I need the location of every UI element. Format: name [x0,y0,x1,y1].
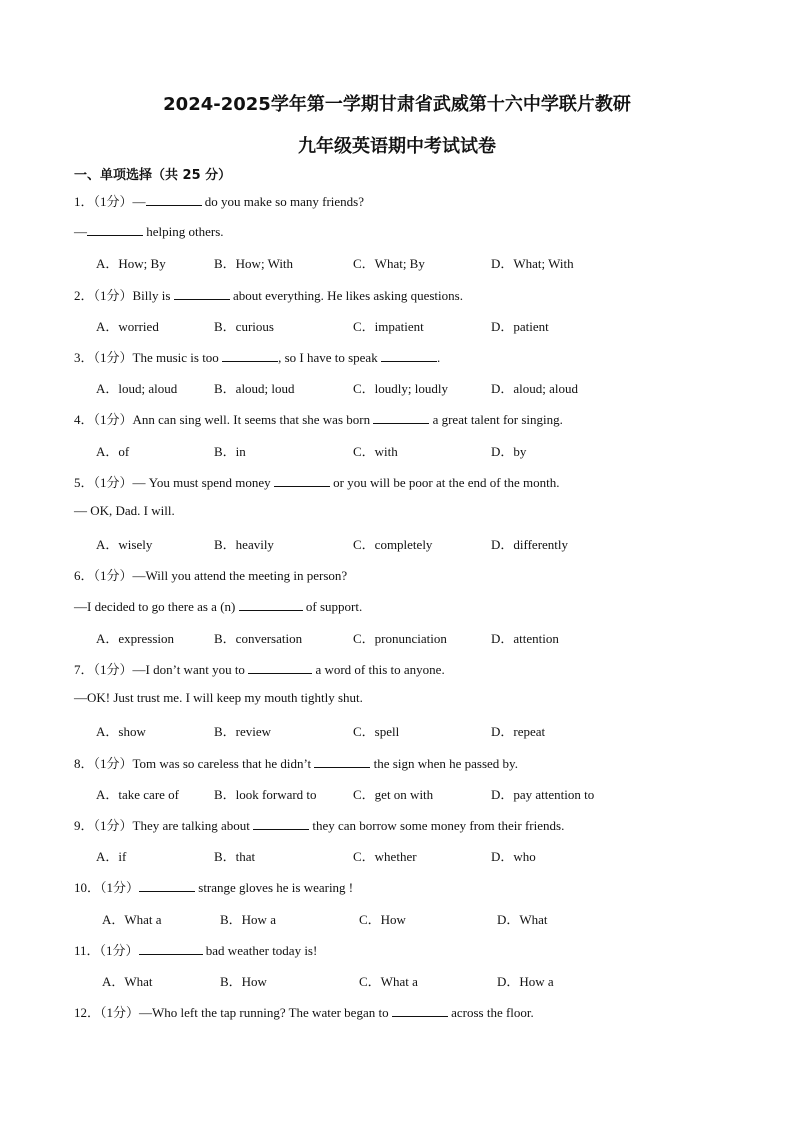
exam-title-line-1: 2024-2025学年第一学期甘肃省武威第十六中学联片教研 [163,94,631,115]
option-a: A．What [102,974,153,989]
option-c: C．whether [353,849,417,864]
question-number: 3．（1分） [74,350,133,365]
question-6-dialogue-line [74,597,362,615]
question-text: about everything. He likes asking questions. [229,288,463,303]
option-b: B．aloud; loud [214,381,295,396]
question-text: — You must spend money [132,475,274,490]
question-number: 12．（1分） [74,1005,140,1020]
question-6-stem [74,565,347,584]
question-text: They are talking about [132,818,254,833]
option-a: A．of [96,444,130,459]
question-10-options [102,909,662,927]
option-b: B．How [220,974,267,989]
question-text: —I don’t want you to [132,662,249,677]
question-number: 6．（1分） [74,568,133,583]
question-number: 4．（1分） [74,412,133,427]
question-text: Tom was so careless that he didn’t [132,756,315,771]
question-6-options [96,628,656,646]
question-text: strange gloves he is wearing ! [195,880,354,895]
question-5-stem [74,472,559,491]
question-text: The music is too [132,350,223,365]
option-d: D．attention [491,631,559,646]
question-5-options [96,534,656,552]
option-c: C．impatient [353,319,424,334]
option-c: C．pronunciation [353,631,447,646]
question-text: — [132,194,146,209]
question-text: of support. [302,599,363,614]
option-d: D．patient [491,319,549,334]
option-a: A．if [96,849,127,864]
option-d: D．aloud; aloud [491,381,579,396]
question-text: they can borrow some money from their friends. [309,818,565,833]
option-d: D．who [491,849,536,864]
option-b: B．conversation [214,631,303,646]
exam-title-line-2: 九年级英语期中考试试卷 [298,136,496,157]
answer-blank [239,597,303,611]
question-4-stem [74,409,563,428]
question-text: the sign when he passed by. [370,756,518,771]
question-10-stem [74,877,353,896]
option-c: C．What a [359,974,418,989]
option-b: B．look forward to [214,787,317,802]
option-c: C．spell [353,724,400,739]
answer-blank [392,1003,448,1017]
question-text: Billy is [132,288,174,303]
question-text: helping others. [143,224,224,239]
option-b: B．How; With [214,256,294,271]
question-2-options [96,316,656,334]
option-a: A．wisely [96,537,153,552]
question-number: 9．（1分） [74,818,133,833]
question-8-stem [74,753,518,772]
option-a: A．How; By [96,256,166,271]
answer-blank [146,192,202,206]
section-heading: 一、单项选择（共 25 分） [74,168,232,183]
question-number: 7．（1分） [74,662,133,677]
question-text: across the floor. [447,1005,534,1020]
option-d: D．by [491,444,527,459]
answer-blank [174,286,230,300]
question-9-options [96,846,656,864]
question-3-options [96,378,656,396]
option-a: A．show [96,724,146,739]
answer-blank [274,473,330,487]
answer-blank [314,754,370,768]
option-b: B．curious [214,319,274,334]
question-7-options [96,721,656,739]
answer-blank [139,878,195,892]
question-11-stem [74,940,317,959]
question-5-dialogue-line [74,503,175,519]
question-text: —I decided to go there as a (n) [74,599,239,614]
answer-blank [373,410,429,424]
question-7-dialogue-line [74,690,363,706]
option-b: B．that [214,849,256,864]
option-d: D．What; With [491,256,574,271]
option-c: C．with [353,444,398,459]
question-number: 2．（1分） [74,288,133,303]
question-text: . [436,350,441,365]
option-c: C．What; By [353,256,425,271]
question-7-stem [74,659,445,678]
option-b: B．heavily [214,537,274,552]
option-b: B．How a [220,912,276,927]
question-4-options [96,441,656,459]
option-a: A．loud; aloud [96,381,178,396]
question-12-stem [74,1002,534,1021]
option-b: B．in [214,444,246,459]
question-9-stem [74,815,564,834]
option-a: A．What a [102,912,162,927]
option-c: C．loudly; loudly [353,381,448,396]
question-text: —Will you attend the meeting in person? [132,568,348,583]
question-1-dialogue-line [74,222,224,240]
question-text: —Who left the tap running? The water began to [139,1005,392,1020]
question-text: do you make so many friends? [201,194,364,209]
option-b: B．review [214,724,272,739]
option-d: D．repeat [491,724,546,739]
answer-blank [87,222,143,236]
question-text: —OK! Just trust me. I will keep my mouth tightly shut. [74,690,363,705]
question-11-options [102,971,662,989]
answer-blank [381,348,437,362]
question-2-stem [74,285,463,304]
option-d: D．pay attention to [491,787,595,802]
question-number: 11．（1分） [74,943,139,958]
question-text: — OK, Dad. I will. [74,503,175,518]
option-d: D．differently [491,537,569,552]
question-number: 8．（1分） [74,756,133,771]
question-text: a word of this to anyone. [312,662,445,677]
option-c: C．get on with [353,787,434,802]
question-8-options [96,784,656,802]
question-text: Ann can sing well. It seems that she was born [132,412,374,427]
option-a: A．take care of [96,787,180,802]
answer-blank [139,941,203,955]
question-text: a great talent for singing. [429,412,563,427]
answer-blank [248,660,312,674]
question-text: — [74,224,87,239]
question-3-stem [74,347,440,366]
option-c: C．completely [353,537,433,552]
question-1-options [96,253,656,271]
question-number: 1．（1分） [74,194,133,209]
question-1-stem [74,191,364,210]
question-text: or you will be poor at the end of the month. [329,475,560,490]
option-a: A．expression [96,631,174,646]
question-text: , so I have to speak [278,350,381,365]
question-text: bad weather today is! [202,943,318,958]
question-number: 10．（1分） [74,880,140,895]
option-a: A．worried [96,319,159,334]
option-d: D．What [497,912,548,927]
answer-blank [222,348,278,362]
option-c: C．How [359,912,406,927]
option-d: D．How a [497,974,554,989]
question-number: 5．（1分） [74,475,133,490]
answer-blank [253,816,309,830]
